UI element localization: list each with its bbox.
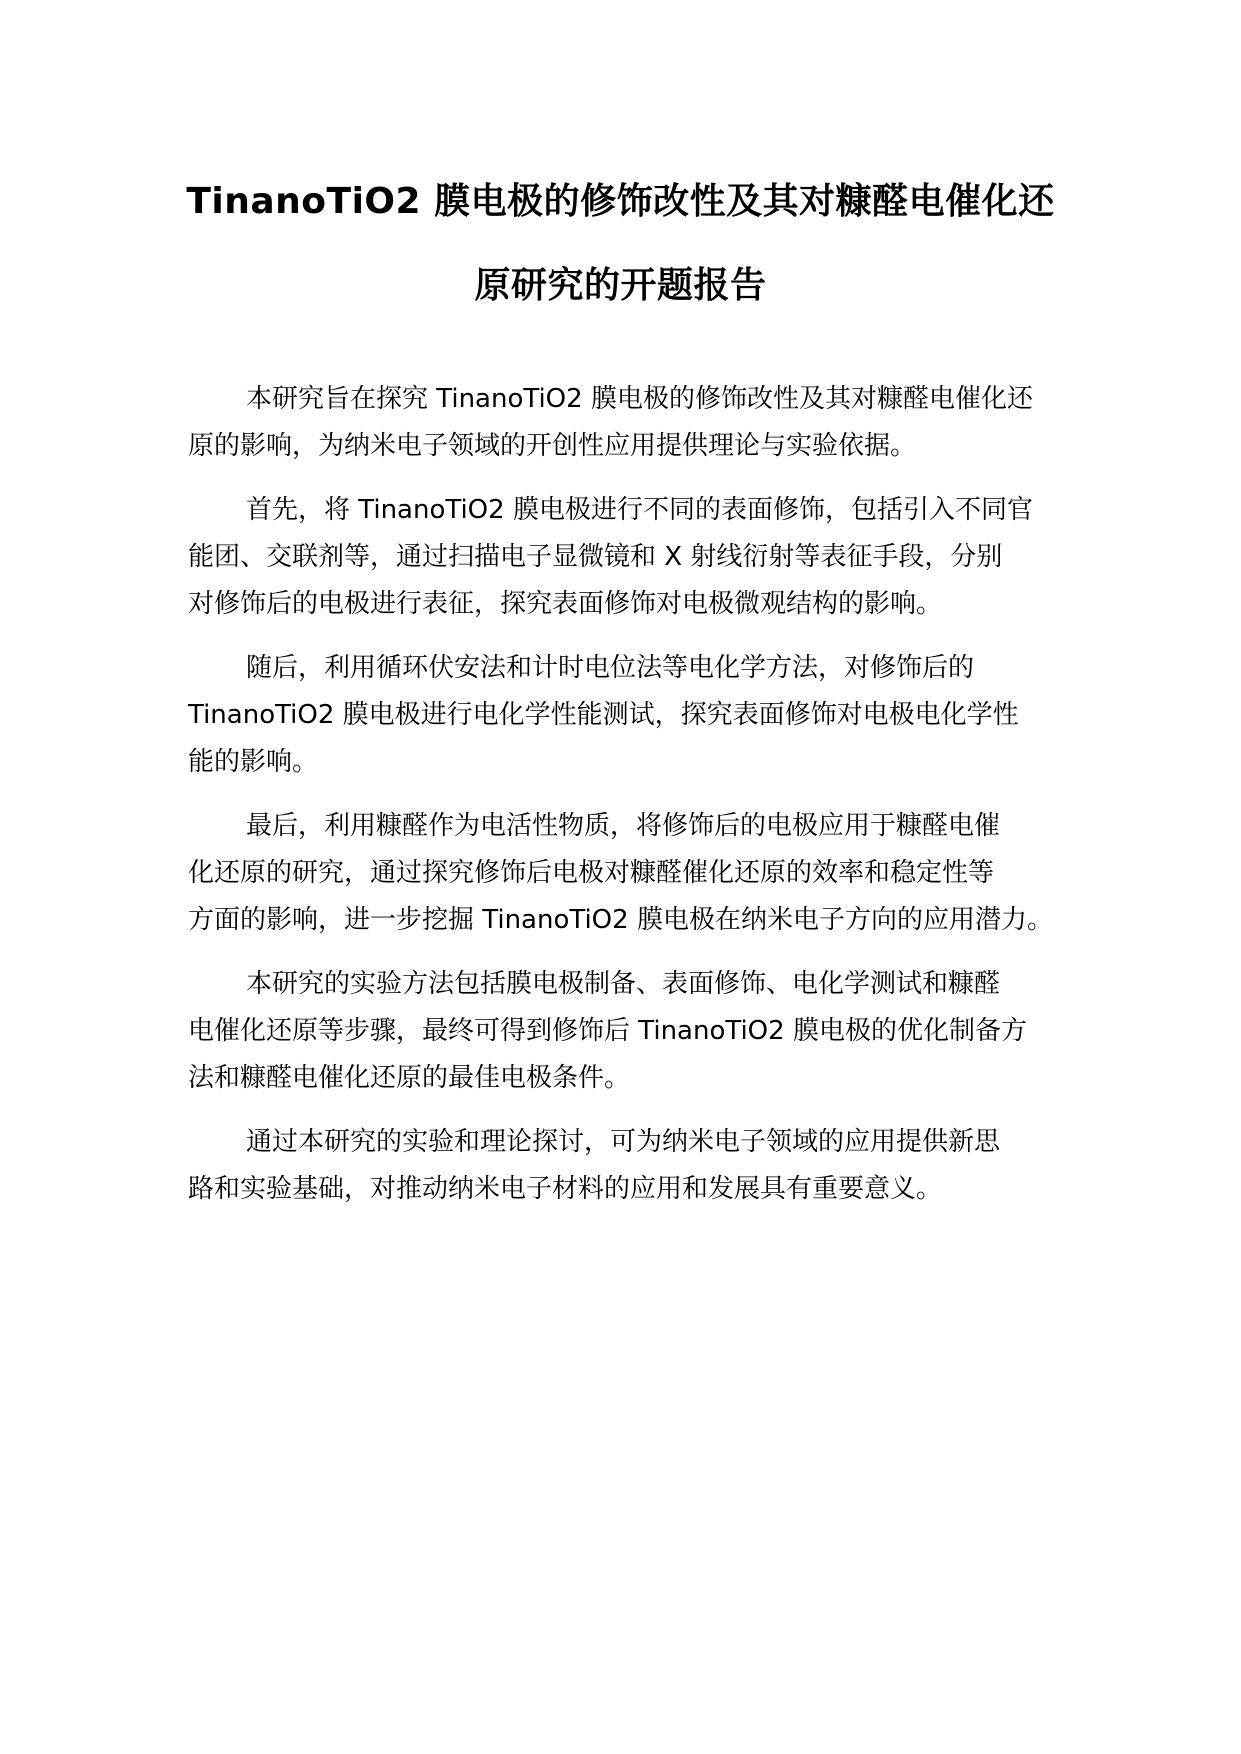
document-title-line-2: 原研究的开题报告 [474, 265, 767, 306]
paragraph-line: 本研究的实验方法包括膜电极制备、表面修饰、电化学测试和糠醛 [246, 969, 1001, 999]
paragraph-5 [188, 961, 1068, 1102]
paragraph-line: 法和糠醛电催化还原的最佳电极条件。 [188, 1063, 631, 1093]
document-title-line-1: TinanoTiO2 膜电极的修饰改性及其对糠醛电催化还 [186, 181, 1055, 222]
paragraph-line: 通过本研究的实验和理论探讨，可为纳米电子领域的应用提供新思 [246, 1127, 1001, 1157]
paragraph-6 [188, 1119, 1068, 1213]
paragraph-line: 化还原的研究，通过探究修饰后电极对糠醛催化还原的效率和稳定性等 [188, 858, 995, 888]
paragraph-3 [188, 645, 1068, 786]
paragraph-line: 原的影响，为纳米电子领域的开创性应用提供理论与实验依据。 [188, 431, 917, 461]
paragraph-1 [188, 376, 1068, 470]
paragraph-line: 随后，利用循环伏安法和计时电位法等电化学方法，对修饰后的 [246, 653, 975, 683]
paragraph-line: 能的影响。 [188, 747, 319, 777]
paragraph-line: TinanoTiO2 膜电极进行电化学性能测试，探究表面修饰对电极电化学性 [188, 700, 1019, 730]
paragraph-line: 能团、交联剂等，通过扫描电子显微镜和 X 射线衍射等表征手段，分别 [188, 542, 1003, 572]
document-body [188, 376, 1068, 1230]
paragraph-line: 首先，将 TinanoTiO2 膜电极进行不同的表面修饰，包括引入不同官 [246, 495, 1033, 525]
paragraph-line: 路和实验基础，对推动纳米电子材料的应用和发展具有重要意义。 [188, 1174, 943, 1204]
paragraph-2 [188, 487, 1068, 628]
paragraph-line: 电催化还原等步骤，最终可得到修饰后 TinanoTiO2 膜电极的优化制备方 [188, 1016, 1027, 1046]
paragraph-line: 方面的影响，进一步挖掘 TinanoTiO2 膜电极在纳米电子方向的应用潜力。 [188, 905, 1053, 935]
paragraph-4 [188, 803, 1068, 944]
paragraph-line: 对修饰后的电极进行表征，探究表面修饰对电极微观结构的影响。 [188, 589, 943, 619]
paragraph-line: 本研究旨在探究 TinanoTiO2 膜电极的修饰改性及其对糠醛电催化还 [246, 384, 1033, 414]
paragraph-line: 最后，利用糠醛作为电活性物质，将修饰后的电极应用于糠醛电催 [246, 811, 1001, 841]
